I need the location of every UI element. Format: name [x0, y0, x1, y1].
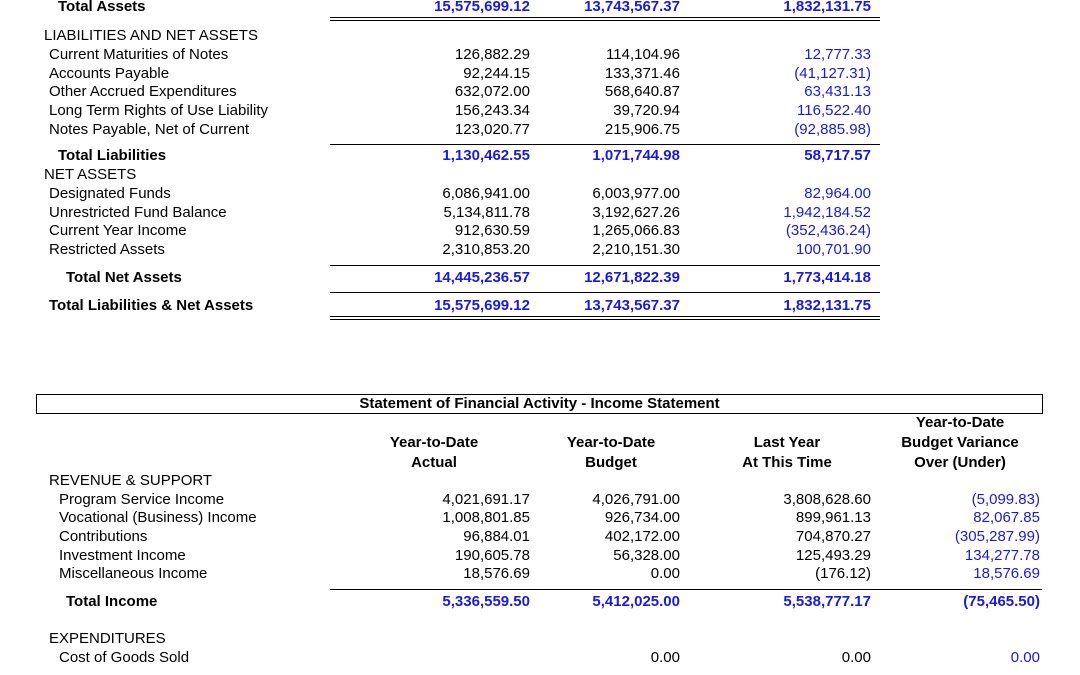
row-last-year: 899,961.13: [795, 509, 871, 526]
row-label: Restricted Assets: [49, 241, 165, 258]
row-variance: (305,287.99): [954, 528, 1040, 545]
row-last-year: 0.00: [841, 649, 871, 666]
row-variance: 18,576.69: [973, 565, 1040, 582]
row-actual: 1,008,801.85: [442, 509, 530, 526]
row-last-year: 704,870.27: [795, 528, 871, 545]
row-label: Designated Funds: [49, 185, 171, 202]
row-actual: 4,021,691.17: [442, 491, 530, 508]
row-budget: 0.00: [650, 565, 680, 582]
row-label: Unrestricted Fund Balance: [49, 204, 227, 221]
header-budget-line2: Budget: [585, 454, 637, 471]
section-title: Statement of Financial Activity - Income Statement: [359, 395, 720, 412]
row-current: 912,630.59: [454, 222, 530, 239]
subtotal-rule: [330, 144, 880, 145]
row-current: 92,244.15: [463, 65, 530, 82]
row-variance: 134,277.78: [964, 547, 1040, 564]
row-change: 12,777.33: [804, 46, 871, 63]
row-last-year: 125,493.29: [795, 547, 871, 564]
row-prior: 114,104.96: [606, 46, 680, 63]
row-prior: 39,720.94: [613, 102, 680, 119]
total-income-budget: 5,412,025.00: [592, 593, 680, 610]
row-actual: 18,576.69: [463, 565, 530, 582]
total-liab-net-change: 1,832,131.75: [783, 297, 871, 314]
row-budget: 4,026,791.00: [592, 491, 680, 508]
row-label: Current Maturities of Notes: [49, 46, 229, 63]
row-prior: 133,371.46: [604, 65, 680, 82]
header-actual-line1: Year-to-Date: [389, 434, 479, 451]
header-actual-line2: Actual: [411, 454, 457, 471]
total-liab-net-label: Total Liabilities & Net Assets: [49, 297, 254, 314]
row-actual: 190,605.78: [454, 547, 530, 564]
double-underline: [330, 20, 880, 21]
row-budget: 0.00: [650, 649, 680, 666]
row-change: 1,942,184.52: [783, 204, 871, 221]
row-variance: 0.00: [1010, 649, 1040, 666]
row-budget: 56,328.00: [613, 547, 680, 564]
row-label: Contributions: [59, 528, 148, 545]
total-net-assets-prior: 12,671,822.39: [584, 269, 680, 286]
total-liabilities-prior: 1,071,744.98: [592, 147, 680, 164]
row-current: 2,310,853.20: [442, 241, 530, 258]
total-liabilities-current: 1,130,462.55: [442, 147, 530, 164]
total-income-label: Total Income: [66, 593, 158, 610]
total-liab-net-current: 15,575,699.12: [434, 297, 530, 314]
header-variance-line3: Over (Under): [914, 454, 1006, 471]
row-prior: 3,192,627.26: [592, 204, 680, 221]
double-underline: [330, 319, 880, 320]
row-label: Cost of Goods Sold: [59, 649, 190, 666]
row-change: (41,127.31): [794, 65, 871, 82]
header-lastyear-line2: At This Time: [742, 454, 832, 471]
header-variance-line2: Budget Variance: [901, 434, 1019, 451]
subtotal-rule: [330, 292, 880, 293]
row-label: Miscellaneous Income: [59, 565, 208, 582]
total-assets-change: 1,832,131.75: [783, 0, 871, 15]
row-label: Vocational (Business) Income: [59, 509, 257, 526]
row-label: Other Accrued Expenditures: [49, 83, 237, 100]
row-label: Current Year Income: [49, 222, 187, 239]
row-last-year: (176.12): [815, 565, 871, 582]
header-variance-line1: Year-to-Date: [915, 414, 1005, 431]
double-underline: [330, 17, 880, 18]
row-variance: (5,099.83): [971, 491, 1040, 508]
row-budget: 926,734.00: [604, 509, 680, 526]
row-current: 5,134,811.78: [443, 204, 530, 221]
row-current: 123,020.77: [454, 121, 530, 138]
row-prior: 1,265,066.83: [592, 222, 680, 239]
row-variance: 82,067.85: [973, 509, 1040, 526]
row-budget: 402,172.00: [604, 528, 680, 545]
total-net-assets-change: 1,773,414.18: [783, 269, 871, 286]
total-income-last-year: 5,538,777.17: [783, 593, 871, 610]
row-label: Notes Payable, Net of Current: [49, 121, 250, 138]
total-net-assets-current: 14,445,236.57: [434, 269, 530, 286]
subtotal-rule: [330, 265, 880, 266]
total-liab-net-prior: 13,743,567.37: [584, 297, 680, 314]
liabilities-header: LIABILITIES AND NET ASSETS: [44, 27, 258, 44]
row-label: Accounts Payable: [49, 65, 170, 82]
double-underline: [330, 316, 880, 317]
row-current: 6,086,941.00: [442, 185, 530, 202]
total-income-variance: (75,465.50): [963, 593, 1040, 610]
row-prior: 215,906.75: [604, 121, 680, 138]
total-income-actual: 5,336,559.50: [442, 593, 530, 610]
total-assets-label: Total Assets: [58, 0, 146, 15]
row-change: (92,885.98): [794, 121, 871, 138]
total-liabilities-label: Total Liabilities: [58, 147, 167, 164]
row-current: 126,882.29: [454, 46, 530, 63]
expenditures-header: EXPENDITURES: [49, 630, 166, 647]
revenue-header: REVENUE & SUPPORT: [49, 472, 213, 489]
subtotal-rule: [330, 589, 1042, 590]
row-current: 156,243.34: [454, 102, 530, 119]
row-change: 82,964.00: [804, 185, 871, 202]
row-change: (352,436.24): [785, 222, 871, 239]
row-prior: 2,210,151.30: [592, 241, 680, 258]
row-label: Program Service Income: [59, 491, 225, 508]
row-last-year: 3,808,628.60: [783, 491, 871, 508]
row-change: 100,701.90: [795, 241, 871, 258]
row-actual: 96,884.01: [463, 528, 530, 545]
row-prior: 6,003,977.00: [592, 185, 680, 202]
total-net-assets-label: Total Net Assets: [66, 269, 182, 286]
total-assets-current: 15,575,699.12: [434, 0, 530, 15]
net-assets-header: NET ASSETS: [44, 166, 137, 183]
header-budget-line1: Year-to-Date: [566, 434, 656, 451]
row-change: 116,522.40: [797, 102, 871, 119]
row-label: Investment Income: [59, 547, 186, 564]
total-liabilities-change: 58,717.57: [804, 147, 871, 164]
total-assets-prior: 13,743,567.37: [584, 0, 680, 15]
row-change: 63,431.13: [804, 83, 871, 100]
header-lastyear-line1: Last Year: [753, 434, 821, 451]
row-prior: 568,640.87: [604, 83, 680, 100]
row-label: Long Term Rights of Use Liability: [49, 102, 268, 119]
row-current: 632,072.00: [454, 83, 530, 100]
